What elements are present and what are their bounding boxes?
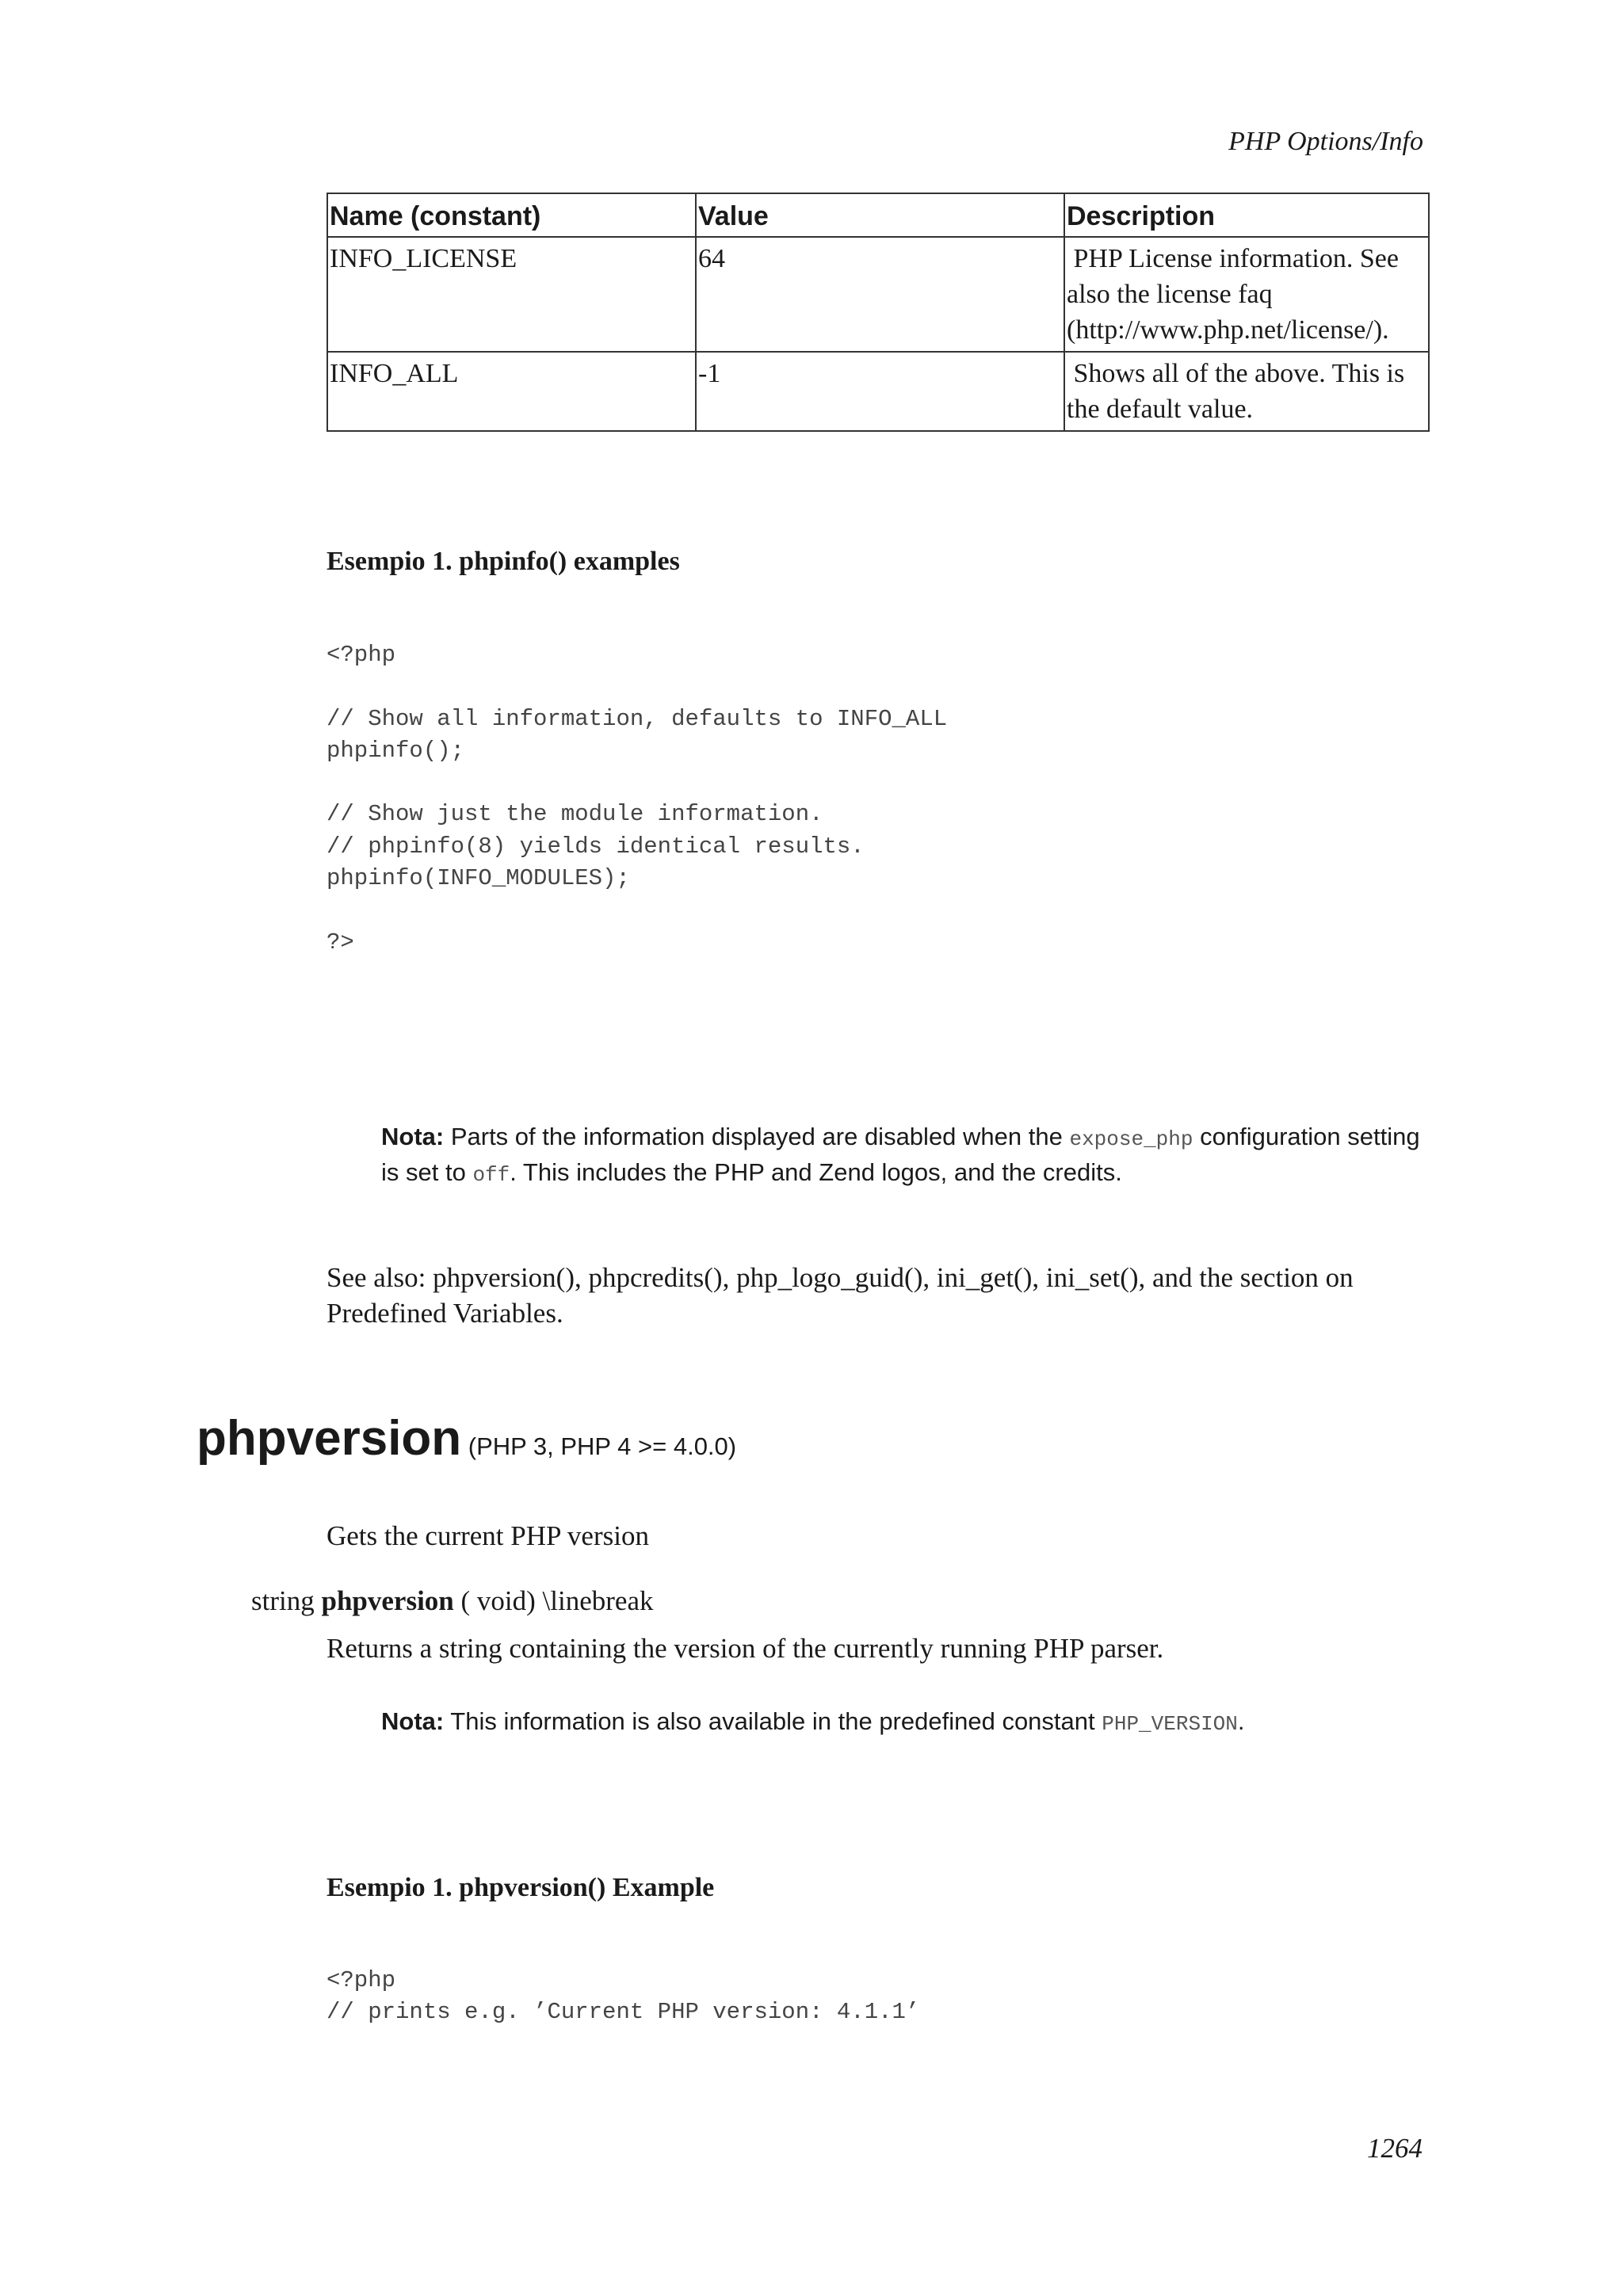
cell-name: INFO_ALL bbox=[327, 352, 696, 431]
cell-name: INFO_LICENSE bbox=[327, 237, 696, 352]
note: Nota: Parts of the information displayed are disabled when the expose_php configuration setting is set to off. This includes the PHP and Zend logos, and the credits. bbox=[381, 1123, 1420, 1187]
inline-code: PHP_VERSION bbox=[1102, 1712, 1238, 1736]
note-label: Nota: bbox=[381, 1707, 445, 1735]
function-synopsis: string phpversion ( void) \linebreak bbox=[251, 1585, 654, 1616]
example-title: Esempio 1. phpinfo() examples bbox=[327, 547, 680, 576]
function-summary: Gets the current PHP version bbox=[327, 1520, 649, 1551]
column-header-description: Description bbox=[1064, 193, 1429, 237]
constants-table bbox=[327, 193, 1430, 432]
column-header-name: Name (constant) bbox=[327, 193, 696, 237]
inline-code: expose_php bbox=[1069, 1127, 1193, 1151]
code-listing: <?php // Show all information, defaults to INFO_ALL phpinfo(); // Show just the module information. // phpinfo(8) yields identical results. phpinfo(INFO_MODULES); ?> bbox=[327, 642, 948, 955]
inline-code: off bbox=[472, 1163, 510, 1187]
cell-value: 64 bbox=[696, 237, 1064, 352]
cell-value: -1 bbox=[696, 352, 1064, 431]
synopsis-function-name: phpversion bbox=[321, 1585, 454, 1616]
function-heading bbox=[197, 1410, 736, 1466]
table-row bbox=[327, 237, 1429, 352]
example-title: Esempio 1. phpversion() Example bbox=[327, 1873, 715, 1902]
note-label: Nota: bbox=[381, 1123, 445, 1150]
cell-description: PHP License information. See also the license faq (http://www.php.net/license/). bbox=[1064, 237, 1429, 352]
returns-description: Returns a string containing the version of the currently running PHP parser. bbox=[327, 1633, 1164, 1664]
note: Nota: This information is also available in the predefined constant PHP_VERSION. bbox=[381, 1707, 1245, 1736]
running-header: PHP Options/Info bbox=[1228, 127, 1423, 156]
table-row bbox=[327, 352, 1429, 431]
see-also: See also: phpversion(), phpcredits(), php_logo_guid(), ini_get(), ini_set(), and the section on Predefined Variables. bbox=[327, 1262, 1354, 1329]
function-name: phpversion bbox=[197, 1411, 462, 1466]
function-versions: (PHP 3, PHP 4 >= 4.0.0) bbox=[461, 1432, 737, 1460]
page-number: 1264 bbox=[1367, 2133, 1423, 2164]
column-header-value: Value bbox=[696, 193, 1064, 237]
code-listing: <?php // prints e.g. ’Current PHP version: 4.1.1’ bbox=[327, 1967, 920, 2026]
cell-description: Shows all of the above. This is the default value. bbox=[1064, 352, 1429, 431]
table-header-row bbox=[327, 193, 1429, 237]
